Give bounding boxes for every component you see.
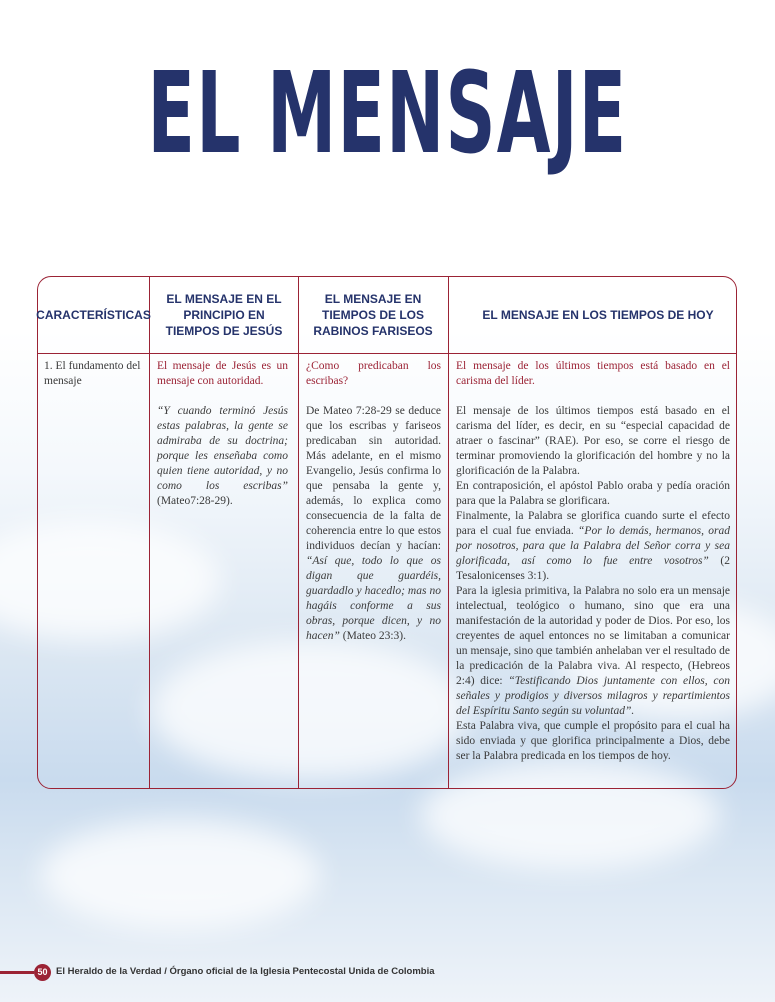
jesus-lead: El mensaje de Jesús es un mensaje con autoridad. — [157, 360, 288, 387]
hoy-quote-2: “Testificando Dios juntamente con ellos, con señales y prodigios y diversos milagros y repartimientos del Espíritu Santo según su voluntad”. — [456, 675, 731, 717]
cell-rabinos — [306, 359, 441, 644]
comparison-table — [37, 276, 737, 789]
jesus-quote: “Y cuando terminó Jesús estas palabras, la gente se admiraba de su doctrina; porque les enseñaba como quien tiene autoridad, y no como los escribas” — [157, 405, 288, 492]
hoy-paragraph-1: El mensaje de los últimos tiempos está basado en el carisma del líder, es decir, en su “especial capacidad de atraer o fascinar” (RAE). Por eso, se corre el riesgo de terminar promoviendo la glorificación del hombre y no la glorificación de la Palabra. — [456, 405, 730, 477]
hoy-lead: El mensaje de los últimos tiempos está basado en el carisma del líder. — [456, 360, 730, 387]
page-title: EL MENSAJE — [147, 49, 628, 179]
rabinos-ref: (Mateo 23:3). — [342, 630, 406, 642]
footer-text: El Heraldo de la Verdad / Órgano oficial de la Iglesia Pentecostal Unida de Colombia — [56, 966, 435, 977]
hoy-quote-1: “Por lo demás, hermanos, orad por nosotros, para que la Palabra del Señor corra y sea glorificada, así como lo fue entre vosotros” — [456, 525, 731, 567]
header-hoy: EL MENSAJE EN LOS TIEMPOS DE HOY — [482, 308, 714, 322]
footer-bar — [0, 971, 34, 974]
rabinos-quote: “Así que, todo lo que os digan que guardéis, guardadlo y hacedlo; mas no hagáis conforme a sus obras, porque dicen, y no hacen” — [306, 555, 441, 642]
page-number: 50 — [34, 964, 51, 981]
header-caracteristicas: CARACTERÍSTICAS — [36, 308, 151, 322]
hoy-paragraph-2: En contraposición, el apóstol Pablo oraba y pedía oración para que la Palabra se glorificara. — [456, 480, 730, 507]
cell-jesus — [157, 359, 288, 509]
hoy-paragraph-3: Finalmente, la Palabra se glorifica cuando surte el efecto para el cual fue enviada. — [456, 510, 730, 537]
hoy-ref-1: (2 Tesalonicenses 3:1). — [456, 555, 730, 582]
header-rabinos: EL MENSAJE EN TIEMPOS DE LOS RABINOS FARISEOS — [313, 292, 433, 338]
cloud-decoration — [40, 820, 320, 930]
cell-characteristic — [44, 359, 144, 389]
cell-hoy — [456, 359, 730, 764]
rabinos-lead: ¿Como predicaban los escribas? — [306, 360, 441, 387]
rabinos-body: De Mateo 7:28-29 se deduce que los escribas y fariseos predicaban sin autoridad. Más adelante, en el mismo Evangelio, Jesús confirma lo que pensaba la gente y, además, lo explica como consecuencia de la falta de coherencia entre lo que estos individuos decían y hacían: — [306, 405, 441, 552]
hoy-paragraph-5: Esta Palabra viva, que cumple el propósito para el cual ha sido enviada y que glorifica principalmente a Dios, debe ser la Palabra predicada en los tiempos de hoy. — [456, 720, 730, 762]
page-footer — [0, 960, 775, 984]
jesus-ref: (Mateo7:28-29). — [157, 495, 233, 507]
characteristic-text: 1. El fundamento del mensaje — [44, 360, 141, 387]
header-jesus: EL MENSAJE EN EL PRINCIPIO EN TIEMPOS DE JESÚS — [165, 292, 283, 338]
hoy-paragraph-4: Para la iglesia primitiva, la Palabra no solo era un mensaje intelectual, teológico o humano, sino que era una manifestación de la autoridad y poder de Dios. Por eso, los creyentes de aquel entonces no se limitaban a comunicar un mensaje, sino que también anhelaban ver el resultado de la predicación de la Palabra viva. Al respecto, (Hebreos 2:4) dice: — [456, 585, 730, 687]
